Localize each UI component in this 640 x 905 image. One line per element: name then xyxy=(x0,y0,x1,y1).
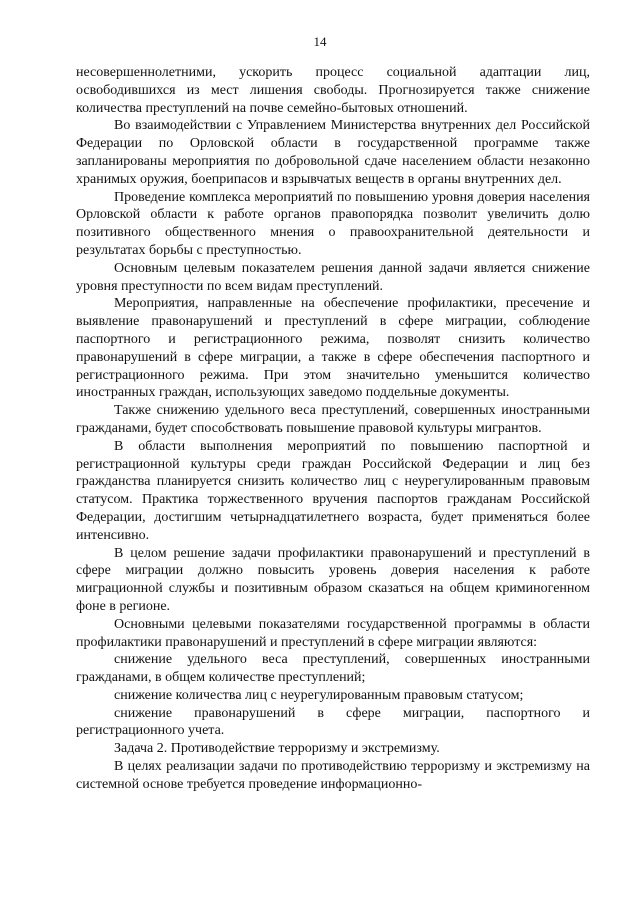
indicator-item-migration-offenses: снижение правонарушений в сфере миграции, паспортного и регистрационного учета. xyxy=(76,705,590,739)
paragraph-passport-culture: В области выполнения мероприятий по повышению паспортной и регистрационной культуры среди граждан Российской Федерации и лиц без гражданства планируется снизить количество лиц с неурегулированным правовым статусом. Практика торжественного вручения паспортов гражданам Российской Федерации, достигшим четырнадцатилетнего возраста, будет применяться более интенсивно. xyxy=(76,438,590,543)
section-heading-task-2: Задача 2. Противодействие терроризму и экстремизму. xyxy=(114,741,440,757)
paragraph-target-indicators: Основными целевыми показателями государственной программы в области профилактики правонарушений и преступлений в сфере миграции являются: xyxy=(76,616,590,650)
indicator-item-foreign-crimes: снижение удельного веса преступлений, совершенных иностранными гражданами, в общем количестве преступлений; xyxy=(76,652,590,686)
document-body xyxy=(76,64,590,794)
paragraph-interaction-mvd: Во взаимодействии с Управлением Министерства внутренних дел Российской Федерации по Орловской области в государственной программе также запланированы мероприятия по добровольной сдаче населением области незаконно хранимых оружия, боеприпасов и взрывчатых веществ в органы внутренних дел. xyxy=(76,118,590,187)
paragraph-migration-measures: Мероприятия, направленные на обеспечение профилактики, пресечение и выявление правонарушений и преступлений в сфере миграции, соблюдение паспортного и регистрационного режима, позволят снизить количество правонарушений в сфере миграции, а также в сфере обеспечения паспортного и регистрационного режима. При этом значительно уменьшится количество иностранных граждан, использующих заведомо поддельные документы. xyxy=(76,296,590,401)
page-number: 14 xyxy=(313,34,327,49)
paragraph-overall-solution: В целом решение задачи профилактики правонарушений и преступлений в сфере миграции должно повысить уровень доверия населения к работе миграционной службы и позитивным образом сказаться на общем криминогенном фоне в регионе. xyxy=(76,545,590,614)
paragraph-trust-measures: Проведение комплекса мероприятий по повышению уровня доверия населения Орловской области к работе органов правопорядка позволит увеличить долю позитивного общественного мнения о правоохранительной деятельности и результатах борьбы с преступностью. xyxy=(76,189,590,258)
paragraph-foreign-citizens: Также снижению удельного веса преступлений, совершенных иностранными гражданами, будет способствовать повышение правовой культуры мигрантов. xyxy=(76,403,590,436)
paragraph-terrorism-intro: В целях реализации задачи по противодействию терроризму и экстремизму на системной основе требуется проведение информационно- xyxy=(76,759,590,792)
indicator-item-unregulated-status: снижение количества лиц с неурегулированным правовым статусом; xyxy=(114,687,524,703)
paragraph-continuation: несовершеннолетними, ускорить процесс социальной адаптации лиц, освободившихся из мест лишения свободы. Прогнозируется также снижение количества преступлений на почве семейно-бытовых отношений. xyxy=(76,65,590,116)
paragraph-main-indicator: Основным целевым показателем решения данной задачи является снижение уровня преступности по всем видам преступлений. xyxy=(76,260,590,294)
